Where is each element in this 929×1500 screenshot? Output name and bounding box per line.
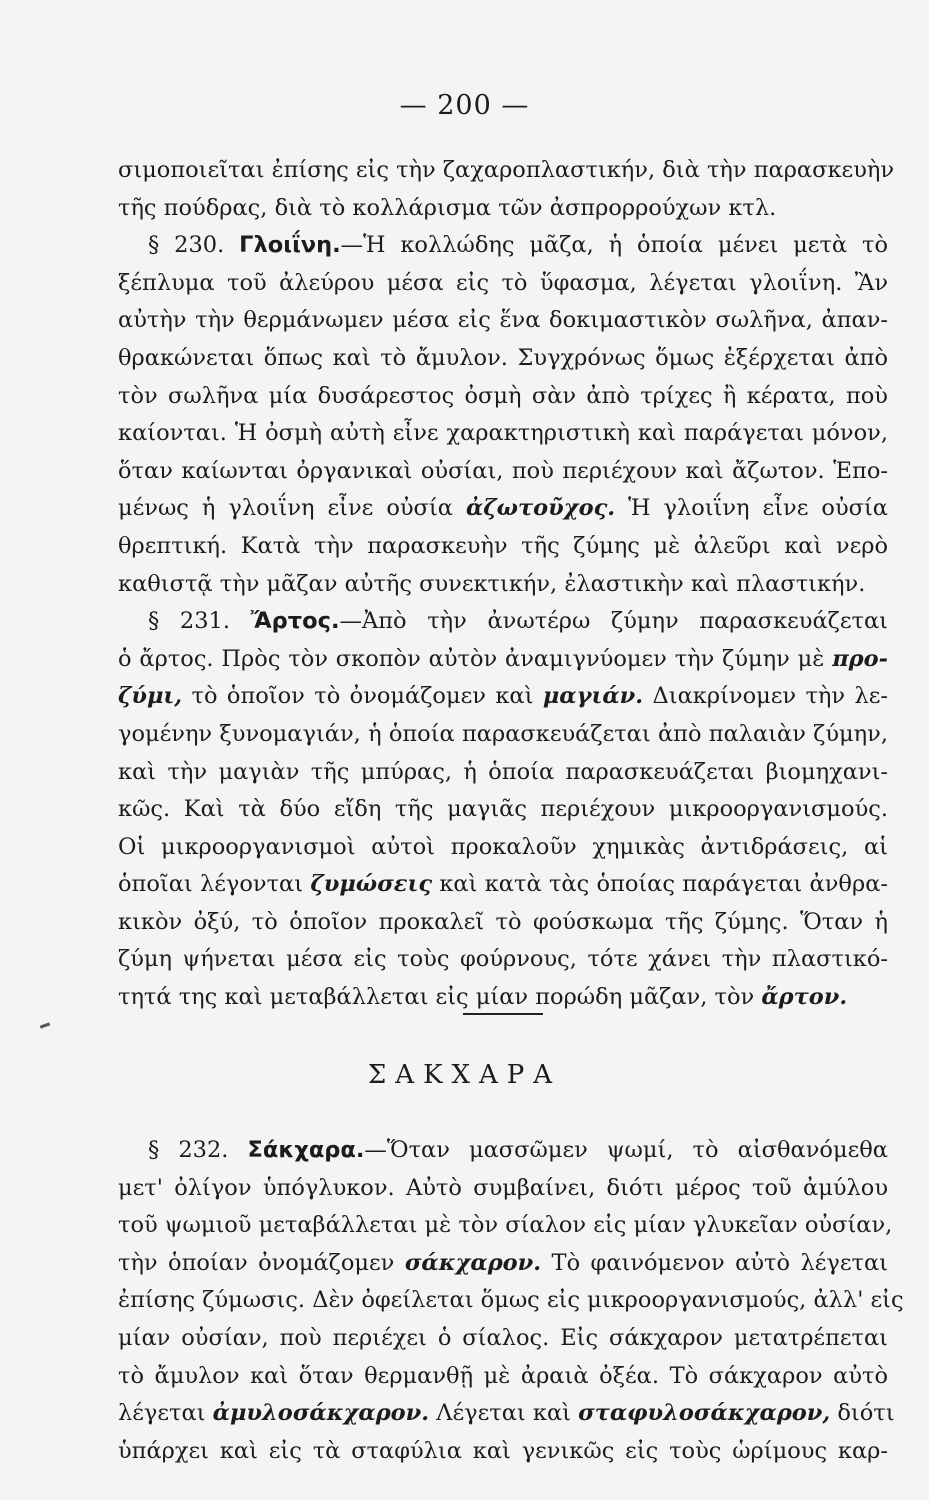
section-heading: Σάκχαρα. [247,1137,365,1163]
text-line [118,1132,888,1170]
line-text: § 231. [148,608,251,635]
emphasized-term: μαγιάν. [542,683,644,710]
text-line [118,904,888,942]
text-line [118,453,888,491]
text-line [118,754,888,792]
text-line [118,566,888,604]
line-text: ζύμη ψήνεται μέσα εἰς τοὺς φούρνους, τότε χάνει τὴν πλαστικό- [118,946,888,973]
text-line [118,678,888,716]
text-line [118,641,888,679]
line-text: Τὸ φαινόμενον αὐτὸ λέγεται [541,1249,888,1276]
page-number: — 200 — [399,90,530,121]
line-text: ὁ ἄρτος. Πρὸς τὸν σκοπὸν αὐτὸν ἀναμιγνύομεν τὴν ζύμην μὲ [118,645,833,672]
line-text: κῶς. Καὶ τὰ δύο εἴδη τῆς μαγιᾶς περιέχουν μικροοργανισμούς. [118,796,888,823]
text-line [118,1282,904,1320]
section-title: ΣΑΚΧΑΡΑ [367,1060,562,1090]
text-line [118,1170,888,1208]
text-line [118,302,888,340]
line-text: μετ' ὀλίγον ὑπόγλυκον. Αὐτὸ συμβαίνει, διότι μέρος τοῦ ἀμύλου [118,1174,888,1201]
line-text: μένως ἡ γλοιΐνη εἶνε οὐσία [118,495,466,522]
line-text: ἐπίσης ζύμωσις. Δὲν ὀφείλεται ὅμως εἰς μικροοργανισμούς, ἀλλ' εἰς [118,1287,904,1314]
line-text: Οἱ μικροοργανισμοὶ αὐτοὶ προκαλοῦν χημικὰς ἀντιδράσεις, αἱ [118,833,888,860]
text-line [118,1395,895,1433]
emphasized-term: ζυμώσεις [310,871,433,898]
line-text: γομένην ξυνομαγιάν, ἡ ὁποία παρασκευάζεται ἀπὸ παλαιὰν ζύμην, [118,720,888,747]
text-line [118,190,888,228]
line-text: Ἡ γλοιΐνη εἶνε οὐσία [615,495,888,522]
line-text: μίαν οὐσίαν, ποὺ περιέχει ὁ σίαλος. Εἰς σάκχαρον μετατρέπεται [118,1324,888,1351]
emphasized-term: ἄρτον. [761,984,848,1011]
print-speck [40,1022,50,1028]
text-line [118,378,888,416]
line-text: κικὸν ὀξύ, τὸ ὁποῖον προκαλεῖ τὸ φούσκωμα τῆς ζύμης. Ὅταν ἡ [118,908,888,935]
line-text: τῆς πούδρας, διὰ τὸ κολλάρισμα τῶν ἀσπρορρούχων κτλ. [118,194,777,221]
line-text: διότι [830,1400,895,1427]
line-text: ὁποῖαι λέγονται [118,871,311,898]
emphasized-term: προ- [832,645,888,672]
paragraph-block-sugars [118,1132,904,1470]
section-heading: Ἄρτος. [250,608,340,635]
line-text: ὅταν καίωνται ὀργανικαὶ οὐσίαι, ποὺ περιέχουν καὶ ἄζωτον. Ἑπο- [118,457,888,484]
line-text: ὑπάρχει καὶ εἰς τὰ σταφύλια καὶ γενικῶς εἰς τοὺς ὡρίμους καρ- [118,1437,888,1464]
text-line [118,829,888,867]
line-text: θρακώνεται ὅπως καὶ τὸ ἄμυλον. Συγχρόνως ὅμως ἐξέρχεται ἀπὸ [118,344,888,371]
text-line [118,1245,888,1283]
text-line [118,866,888,904]
text-line [118,1320,888,1358]
text-line [118,603,888,641]
line-text: καίονται. Ἡ ὀσμὴ αὐτὴ εἶνε χαρακτηριστικὴ καὶ παράγεται μόνον, [118,420,888,447]
paragraph-block-bread [118,152,895,1017]
text-line [118,941,888,979]
line-text: —Ἀπὸ τὴν ἀνωτέρω ζύμην παρασκευάζεται [339,608,888,635]
text-line [118,227,888,265]
text-line [118,340,888,378]
line-text: τὴν ὁποίαν ὀνομάζομεν [118,1249,405,1276]
section-divider [463,1013,543,1015]
line-text: Διακρίνομεν τὴν λε- [643,683,888,710]
text-line [118,716,888,754]
text-line [118,1433,888,1471]
text-line [118,791,888,829]
line-text: —Ἡ κολλώδης μᾶζα, ἡ ὁποία μένει μετὰ τὸ [340,232,889,259]
emphasized-term: ἀζωτοῦχος. [465,495,616,522]
text-line [118,1358,888,1396]
line-text: ξέπλυμα τοῦ ἀλεύρου μέσα εἰς τὸ ὕφασμα, λέγεται γλοιΐνη. Ἂν [118,269,888,296]
text-line [118,528,888,566]
text-line [118,415,888,453]
line-text: τητά της καὶ μεταβάλλεται εἰς μίαν πορώδη μᾶζαν, τὸν [118,984,762,1011]
line-text: τὸν σωλῆνα μία δυσάρεστος ὀσμὴ σὰν ἀπὸ τρίχες ἢ κέρατα, ποὺ [118,382,888,409]
line-text: λέγεται [118,1400,213,1427]
emphasized-term: ἀμυλοσάκχαρον. [212,1400,430,1427]
text-line [118,265,888,303]
line-text: καὶ κατὰ τὰς ὁποίας παράγεται ἀνθρα- [432,871,888,898]
line-text: καθιστᾷ τὴν μᾶζαν αὐτῆς συνεκτικήν, ἐλαστικὴν καὶ πλαστικήν. [118,570,866,597]
text-line [118,1207,893,1245]
line-text: σιμοποιεῖται ἐπίσης εἰς τὴν ζαχαροπλαστικήν, διὰ τὴν παρασκευὴν [118,157,895,183]
line-text: § 230. [148,232,240,259]
line-text: § 232. [148,1137,248,1163]
line-text: θρεπτική. Κατὰ τὴν παρασκευὴν τῆς ζύμης μὲ ἀλεῦρι καὶ νερὸ [118,532,888,559]
line-text: τοῦ ψωμιοῦ μεταβάλλεται μὲ τὸν σίαλον εἰς μίαν γλυκεῖαν οὐσίαν, [118,1212,893,1239]
line-text: Λέγεται καὶ [429,1400,579,1427]
section-heading: Γλοιΐνη. [239,232,341,259]
emphasized-term: ζύμι, [118,683,183,710]
text-line [118,152,895,190]
line-text: τὸ ὁποῖον τὸ ὀνομάζομεν καὶ [182,683,543,710]
emphasized-term: σάκχαρον. [404,1249,542,1276]
line-text: αὐτὴν τὴν θερμάνωμεν μέσα εἰς ἕνα δοκιμαστικὸν σωλῆνα, ἀπαν- [118,307,888,334]
line-text: καὶ τὴν μαγιὰν τῆς μπύρας, ἡ ὁποία παρασκευάζεται βιομηχανι- [118,758,888,785]
text-line [118,979,888,1017]
line-text: —Ὅταν μασσῶμεν ψωμί, τὸ αἰσθανόμεθα [364,1137,888,1163]
emphasized-term: σταφυλοσάκχαρον, [578,1400,831,1427]
text-line [118,490,888,528]
line-text: τὸ ἄμυλον καὶ ὅταν θερμανθῇ μὲ ἀραιὰ ὀξέα. Τὸ σάκχαρον αὐτὸ [118,1362,888,1389]
